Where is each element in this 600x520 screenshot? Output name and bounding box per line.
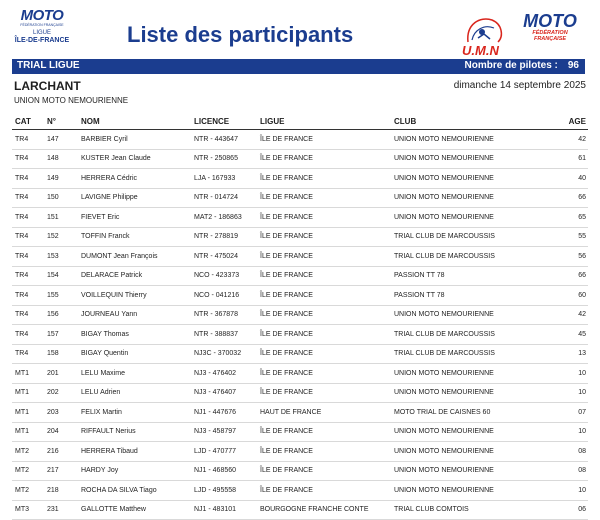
banner-pilot-count bbox=[455, 60, 579, 71]
cell-nom: DELARACE Patrick bbox=[81, 266, 194, 286]
cell-ligue: BOURGOGNE FRANCHE CONTE bbox=[260, 500, 394, 520]
cell-age: 65 bbox=[555, 208, 588, 228]
cell-age: 42 bbox=[555, 305, 588, 325]
cell-club: UNION MOTO NEMOURIENNE bbox=[394, 188, 555, 208]
table-row bbox=[12, 442, 588, 462]
table-row bbox=[12, 247, 588, 267]
cell-club: UNION MOTO NEMOURIENNE bbox=[394, 130, 555, 150]
table-row bbox=[12, 325, 588, 345]
cell-club: UNION MOTO NEMOURIENNE bbox=[394, 442, 555, 462]
cell-cat: TR4 bbox=[12, 188, 47, 208]
cell-club: UNION MOTO NEMOURIENNE bbox=[394, 383, 555, 403]
ligue-logo-label: LIGUE bbox=[32, 30, 51, 36]
cell-num: 147 bbox=[47, 130, 81, 150]
table-row bbox=[12, 169, 588, 189]
cell-licence: NJ3 - 476407 bbox=[194, 383, 260, 403]
table-row bbox=[12, 403, 588, 423]
cell-ligue: HAUT DE FRANCE bbox=[260, 403, 394, 423]
table-row bbox=[12, 500, 588, 520]
cell-age: 66 bbox=[555, 188, 588, 208]
col-header-licence: LICENCE bbox=[194, 113, 260, 130]
cell-ligue: ÎLE DE FRANCE bbox=[260, 383, 394, 403]
cell-age: 56 bbox=[555, 247, 588, 267]
table-row bbox=[12, 461, 588, 481]
cell-licence: NTR - 388837 bbox=[194, 325, 260, 345]
cell-age: 10 bbox=[555, 383, 588, 403]
cell-age: 06 bbox=[555, 500, 588, 520]
cell-ligue: ÎLE DE FRANCE bbox=[260, 344, 394, 364]
cell-licence: LJA - 167933 bbox=[194, 169, 260, 189]
cell-ligue: ÎLE DE FRANCE bbox=[260, 130, 394, 150]
ffm-logo-tagline: FÉDÉRATION FRANÇAISE bbox=[532, 30, 568, 42]
cell-cat: TR4 bbox=[12, 344, 47, 364]
table-row bbox=[12, 305, 588, 325]
cell-num: 231 bbox=[47, 500, 81, 520]
cell-club: TRIAL CLUB DE MARCOUSSIS bbox=[394, 247, 555, 267]
event-date: dimanche 14 septembre 2025 bbox=[453, 80, 586, 91]
col-header-nom: NOM bbox=[81, 113, 194, 130]
page-title: Liste des participants bbox=[127, 22, 354, 47]
table-row bbox=[12, 227, 588, 247]
cell-cat: TR4 bbox=[12, 149, 47, 169]
cell-num: 216 bbox=[47, 442, 81, 462]
cell-licence: NTR - 014724 bbox=[194, 188, 260, 208]
cell-club: UNION MOTO NEMOURIENNE bbox=[394, 481, 555, 501]
ffm-logo-brand: MOTO bbox=[523, 11, 577, 31]
cell-ligue: ÎLE DE FRANCE bbox=[260, 286, 394, 306]
cell-club: UNION MOTO NEMOURIENNE bbox=[394, 208, 555, 228]
cell-nom: LELU Maxime bbox=[81, 364, 194, 384]
cell-cat: MT1 bbox=[12, 422, 47, 442]
ligue-logo-region: ÎLE-DE-FRANCE bbox=[14, 37, 70, 44]
cell-age: 10 bbox=[555, 422, 588, 442]
cell-age: 08 bbox=[555, 442, 588, 462]
cell-cat: TR4 bbox=[12, 208, 47, 228]
cell-licence: NJ3C - 370032 bbox=[194, 344, 260, 364]
ligue-logo-tagline: FÉDÉRATION FRANÇAISE bbox=[20, 23, 64, 27]
cell-cat: MT1 bbox=[12, 364, 47, 384]
category-banner bbox=[12, 59, 585, 74]
cell-ligue: ÎLE DE FRANCE bbox=[260, 442, 394, 462]
umn-logo bbox=[458, 12, 508, 60]
ligue-logo bbox=[10, 8, 74, 60]
cell-age: 66 bbox=[555, 266, 588, 286]
participants-table bbox=[12, 113, 588, 520]
event-organizer: UNION MOTO NEMOURIENNE bbox=[14, 96, 129, 105]
cell-num: 158 bbox=[47, 344, 81, 364]
cell-cat: TR4 bbox=[12, 325, 47, 345]
cell-club: UNION MOTO NEMOURIENNE bbox=[394, 169, 555, 189]
cell-ligue: ÎLE DE FRANCE bbox=[260, 325, 394, 345]
cell-nom: GALLOTTE Matthew bbox=[81, 500, 194, 520]
cell-age: 10 bbox=[555, 481, 588, 501]
cell-age: 45 bbox=[555, 325, 588, 345]
cell-ligue: ÎLE DE FRANCE bbox=[260, 208, 394, 228]
cell-ligue: ÎLE DE FRANCE bbox=[260, 266, 394, 286]
cell-age: 08 bbox=[555, 461, 588, 481]
cell-licence: LJD - 470777 bbox=[194, 442, 260, 462]
cell-cat: TR4 bbox=[12, 305, 47, 325]
cell-club: TRIAL CLUB DE MARCOUSSIS bbox=[394, 325, 555, 345]
cell-age: 42 bbox=[555, 130, 588, 150]
cell-cat: TR4 bbox=[12, 247, 47, 267]
cell-num: 155 bbox=[47, 286, 81, 306]
col-header-num: N° bbox=[47, 113, 81, 130]
table-row bbox=[12, 422, 588, 442]
cell-ligue: ÎLE DE FRANCE bbox=[260, 461, 394, 481]
cell-cat: MT1 bbox=[12, 403, 47, 423]
cell-nom: FIEVET Eric bbox=[81, 208, 194, 228]
cell-age: 07 bbox=[555, 403, 588, 423]
cell-club: UNION MOTO NEMOURIENNE bbox=[394, 422, 555, 442]
banner-category: TRIAL LIGUE bbox=[17, 60, 80, 71]
table-row bbox=[12, 364, 588, 384]
table-row bbox=[12, 208, 588, 228]
cell-age: 60 bbox=[555, 286, 588, 306]
cell-licence: NCO - 423373 bbox=[194, 266, 260, 286]
cell-licence: NJ1 - 447676 bbox=[194, 403, 260, 423]
table-row bbox=[12, 266, 588, 286]
col-header-cat: CAT bbox=[12, 113, 47, 130]
cell-age: 40 bbox=[555, 169, 588, 189]
cell-club: PASSION TT 78 bbox=[394, 286, 555, 306]
cell-age: 10 bbox=[555, 364, 588, 384]
cell-num: 153 bbox=[47, 247, 81, 267]
cell-age: 55 bbox=[555, 227, 588, 247]
col-header-ligue: LIGUE bbox=[260, 113, 394, 130]
cell-ligue: ÎLE DE FRANCE bbox=[260, 305, 394, 325]
event-location: LARCHANT bbox=[14, 79, 81, 93]
cell-club: TRIAL CLUB DE MARCOUSSIS bbox=[394, 344, 555, 364]
ffm-logo bbox=[518, 12, 582, 56]
cell-ligue: ÎLE DE FRANCE bbox=[260, 169, 394, 189]
cell-age: 61 bbox=[555, 149, 588, 169]
cell-licence: NTR - 250865 bbox=[194, 149, 260, 169]
cell-licence: MAT2 - 186863 bbox=[194, 208, 260, 228]
cell-nom: FELIX Martin bbox=[81, 403, 194, 423]
cell-num: 217 bbox=[47, 461, 81, 481]
cell-num: 204 bbox=[47, 422, 81, 442]
cell-ligue: ÎLE DE FRANCE bbox=[260, 422, 394, 442]
cell-licence: NJ3 - 458797 bbox=[194, 422, 260, 442]
cell-cat: MT2 bbox=[12, 481, 47, 501]
cell-licence: NJ3 - 476402 bbox=[194, 364, 260, 384]
cell-ligue: ÎLE DE FRANCE bbox=[260, 247, 394, 267]
cell-num: 151 bbox=[47, 208, 81, 228]
cell-cat: TR4 bbox=[12, 227, 47, 247]
cell-club: UNION MOTO NEMOURIENNE bbox=[394, 461, 555, 481]
cell-licence: LJD - 495558 bbox=[194, 481, 260, 501]
cell-nom: HARDY Joy bbox=[81, 461, 194, 481]
cell-nom: BIGAY Quentin bbox=[81, 344, 194, 364]
cell-num: 154 bbox=[47, 266, 81, 286]
cell-nom: HERRERA Cédric bbox=[81, 169, 194, 189]
cell-num: 152 bbox=[47, 227, 81, 247]
cell-cat: MT1 bbox=[12, 383, 47, 403]
cell-age: 13 bbox=[555, 344, 588, 364]
cell-licence: NTR - 278819 bbox=[194, 227, 260, 247]
cell-nom: JOURNEAU Yann bbox=[81, 305, 194, 325]
table-header-row bbox=[12, 113, 588, 130]
table-row bbox=[12, 130, 588, 150]
table-row bbox=[12, 383, 588, 403]
pilot-count-label: Nombre de pilotes : bbox=[464, 60, 558, 71]
cell-num: 201 bbox=[47, 364, 81, 384]
cell-num: 148 bbox=[47, 149, 81, 169]
cell-nom: BIGAY Thomas bbox=[81, 325, 194, 345]
cell-cat: TR4 bbox=[12, 169, 47, 189]
cell-nom: DUMONT Jean François bbox=[81, 247, 194, 267]
cell-num: 149 bbox=[47, 169, 81, 189]
cell-cat: MT3 bbox=[12, 500, 47, 520]
cell-licence: NTR - 475024 bbox=[194, 247, 260, 267]
cell-licence: NTR - 367878 bbox=[194, 305, 260, 325]
umn-logo-text: U.M.N bbox=[462, 43, 499, 58]
cell-num: 150 bbox=[47, 188, 81, 208]
col-header-age: AGE bbox=[555, 113, 588, 130]
cell-num: 156 bbox=[47, 305, 81, 325]
cell-cat: TR4 bbox=[12, 286, 47, 306]
ligue-logo-brand: MOTO bbox=[20, 7, 64, 24]
cell-nom: KUSTER Jean Claude bbox=[81, 149, 194, 169]
cell-nom: TOFFIN Franck bbox=[81, 227, 194, 247]
cell-num: 203 bbox=[47, 403, 81, 423]
col-header-club: CLUB bbox=[394, 113, 555, 130]
cell-num: 157 bbox=[47, 325, 81, 345]
cell-licence: NJ1 - 468560 bbox=[194, 461, 260, 481]
cell-num: 202 bbox=[47, 383, 81, 403]
table-row bbox=[12, 344, 588, 364]
table-row bbox=[12, 149, 588, 169]
cell-licence: NJ1 - 483101 bbox=[194, 500, 260, 520]
cell-ligue: ÎLE DE FRANCE bbox=[260, 364, 394, 384]
cell-club: TRIAL CLUB COMTOIS bbox=[394, 500, 555, 520]
table-row bbox=[12, 481, 588, 501]
cell-nom: RIFFAULT Nerius bbox=[81, 422, 194, 442]
cell-ligue: ÎLE DE FRANCE bbox=[260, 188, 394, 208]
cell-num: 218 bbox=[47, 481, 81, 501]
cell-nom: VOILLEQUIN Thierry bbox=[81, 286, 194, 306]
cell-licence: NCO - 041216 bbox=[194, 286, 260, 306]
cell-cat: TR4 bbox=[12, 130, 47, 150]
cell-nom: BARBIER Cyril bbox=[81, 130, 194, 150]
cell-ligue: ÎLE DE FRANCE bbox=[260, 149, 394, 169]
cell-club: TRIAL CLUB DE MARCOUSSIS bbox=[394, 227, 555, 247]
cell-licence: NTR - 443647 bbox=[194, 130, 260, 150]
cell-ligue: ÎLE DE FRANCE bbox=[260, 481, 394, 501]
cell-club: UNION MOTO NEMOURIENNE bbox=[394, 149, 555, 169]
table-row bbox=[12, 188, 588, 208]
cell-club: PASSION TT 78 bbox=[394, 266, 555, 286]
cell-nom: LAVIGNE Philippe bbox=[81, 188, 194, 208]
cell-nom: ROCHA DA SILVA Tiago bbox=[81, 481, 194, 501]
cell-cat: MT2 bbox=[12, 461, 47, 481]
table-row bbox=[12, 286, 588, 306]
cell-club: UNION MOTO NEMOURIENNE bbox=[394, 364, 555, 384]
cell-ligue: ÎLE DE FRANCE bbox=[260, 227, 394, 247]
cell-nom: HERRERA Tibaud bbox=[81, 442, 194, 462]
cell-club: MOTO TRIAL DE CAISNES 60 bbox=[394, 403, 555, 423]
cell-cat: MT2 bbox=[12, 442, 47, 462]
cell-club: UNION MOTO NEMOURIENNE bbox=[394, 305, 555, 325]
cell-nom: LELU Adrien bbox=[81, 383, 194, 403]
cell-cat: TR4 bbox=[12, 266, 47, 286]
pilot-count-value: 96 bbox=[567, 60, 579, 71]
